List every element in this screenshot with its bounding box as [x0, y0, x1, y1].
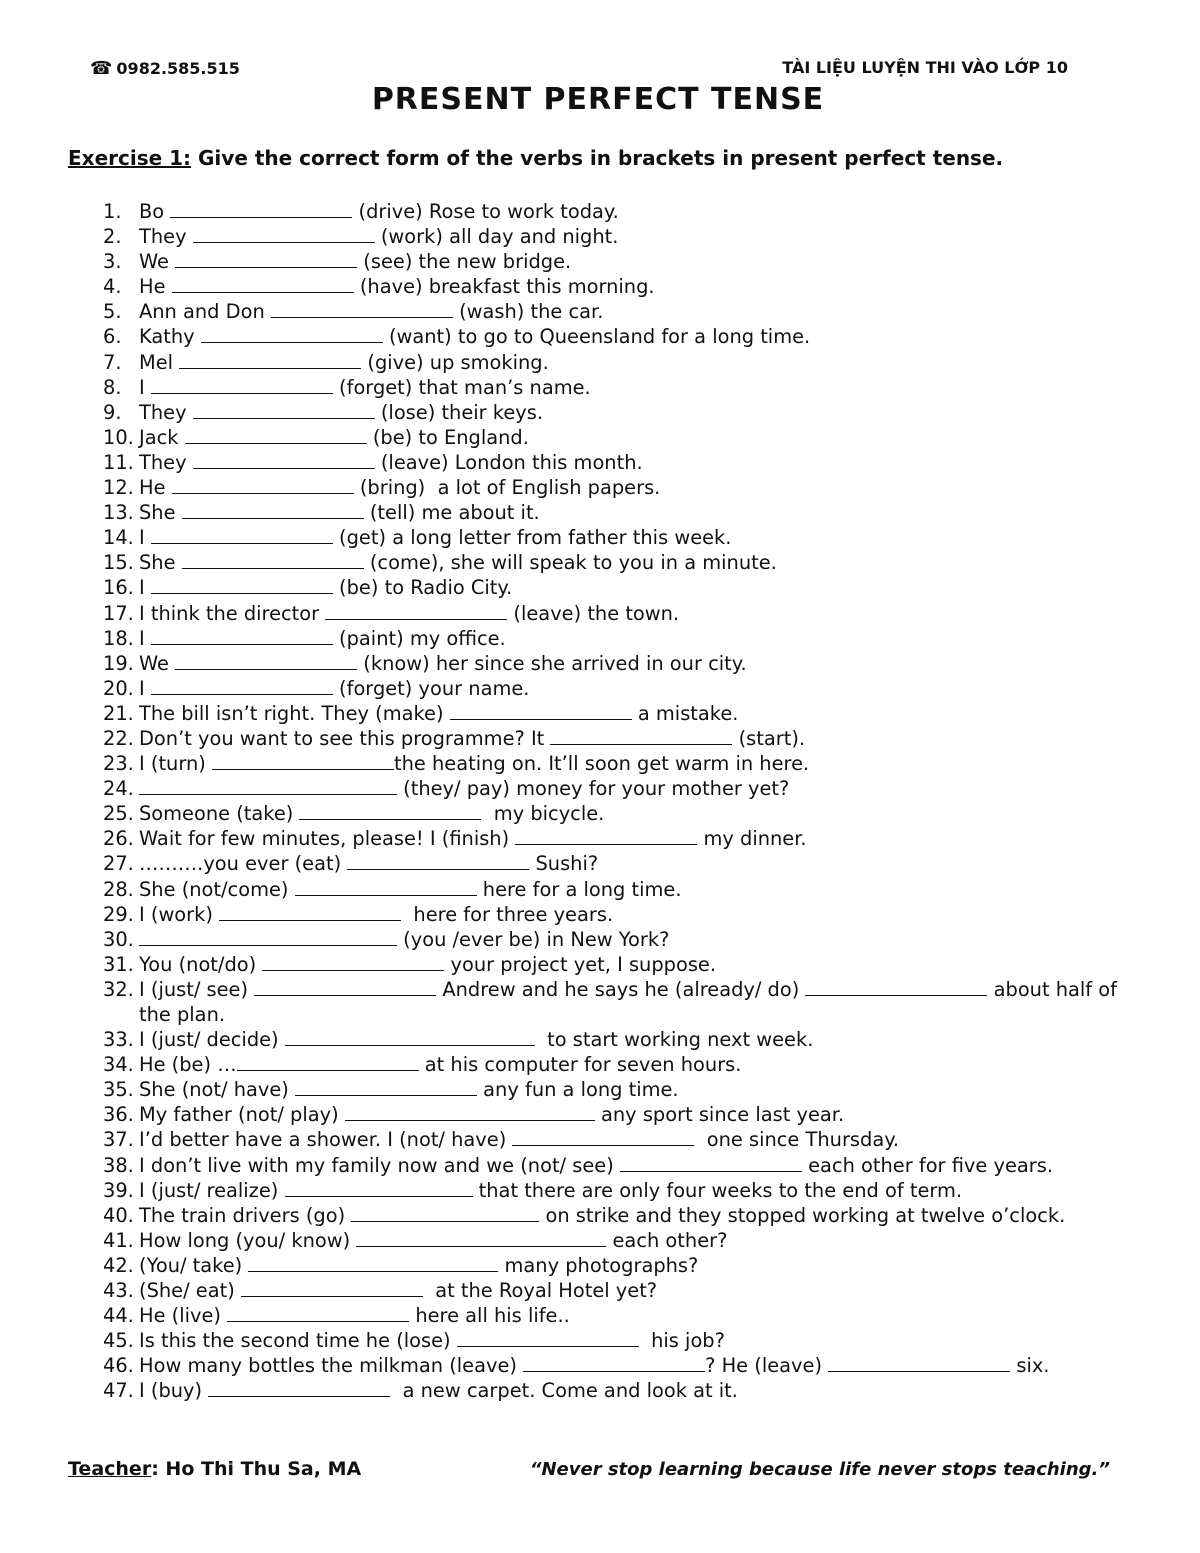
item-text: my bicycle.	[481, 802, 605, 826]
item-number: 9.	[103, 400, 122, 424]
item-text: I	[139, 375, 151, 399]
answer-blank[interactable]	[241, 1279, 423, 1297]
item-number: 31.	[103, 952, 134, 976]
answer-blank[interactable]	[212, 752, 394, 770]
item-text: to start working next week.	[534, 1028, 814, 1052]
answer-blank[interactable]	[828, 1354, 1010, 1372]
exercise-item	[103, 952, 1133, 977]
exercise-item	[103, 601, 1133, 626]
item-text: I	[139, 526, 151, 550]
item-text: about half of the plan.	[139, 977, 1124, 1026]
item-number: 34.	[103, 1053, 134, 1077]
item-text: Someone (take)	[139, 802, 300, 826]
answer-blank[interactable]	[450, 702, 632, 720]
answer-blank[interactable]	[219, 903, 401, 921]
item-number: 39.	[103, 1178, 134, 1202]
item-number: 18.	[103, 626, 134, 650]
item-text: I’d better have a shower. I (not/ have)	[139, 1128, 513, 1152]
item-number: 46.	[103, 1354, 134, 1378]
answer-blank[interactable]	[356, 1229, 606, 1247]
item-text: The train drivers (go)	[139, 1203, 352, 1227]
item-number: 43.	[103, 1279, 134, 1303]
exercise-item	[103, 575, 1133, 600]
exercise-item	[103, 1228, 1133, 1253]
item-text: (wash) the car.	[452, 300, 604, 324]
item-text: They	[139, 225, 193, 249]
item-number: 32.	[103, 977, 134, 1001]
exercise-item	[103, 826, 1133, 851]
exercise-item	[103, 525, 1133, 550]
exercise-item	[103, 1378, 1133, 1403]
answer-blank[interactable]	[523, 1354, 705, 1372]
answer-blank[interactable]	[201, 325, 383, 343]
exercise-item	[103, 626, 1133, 651]
item-text: (lose) their keys.	[374, 400, 543, 424]
exercise-item	[103, 1153, 1133, 1178]
answer-blank[interactable]	[620, 1154, 802, 1172]
item-text: (be) to Radio City.	[332, 576, 513, 600]
item-text: any fun a long time.	[477, 1078, 679, 1102]
item-text: I (work)	[139, 902, 220, 926]
item-number: 16.	[103, 576, 134, 600]
exercise-item	[103, 450, 1133, 475]
item-text: I	[139, 626, 151, 650]
teacher-name: Ho Thi Thu Sa, MA	[158, 1458, 362, 1480]
item-text: (come), she will speak to you in a minute.	[363, 551, 777, 575]
item-number: 17.	[103, 601, 134, 625]
item-number: 5.	[103, 300, 122, 324]
item-text: any sport since last year.	[594, 1103, 845, 1127]
item-text: that there are only four weeks to the end of term.	[472, 1178, 963, 1202]
item-text: Bo	[139, 200, 171, 223]
answer-blank[interactable]	[193, 225, 375, 243]
item-number: 27.	[103, 852, 134, 876]
item-text: Don’t you want to see this programme? It	[139, 726, 551, 750]
item-number: 15.	[103, 551, 134, 575]
item-text: You (not/do)	[139, 952, 263, 976]
item-number: 38.	[103, 1153, 134, 1177]
item-text: Jack	[139, 425, 185, 449]
item-text: (forget) that man’s name.	[332, 375, 591, 399]
item-text: (they/ pay) money for your mother yet?	[397, 777, 790, 801]
item-text: I think the director	[139, 601, 326, 625]
item-text: at his computer for seven hours.	[418, 1053, 742, 1077]
exercise-item	[103, 299, 1133, 324]
item-number: 29.	[103, 902, 134, 926]
item-text: She (not/come)	[139, 877, 295, 901]
answer-blank[interactable]	[151, 526, 333, 544]
answer-blank[interactable]	[227, 1304, 409, 1322]
answer-blank[interactable]	[182, 551, 364, 569]
item-text: (get) a long letter from father this week.	[332, 526, 732, 550]
answer-blank[interactable]	[295, 1078, 477, 1096]
exercise-item	[103, 425, 1133, 450]
exercise-item	[103, 1178, 1133, 1203]
item-number: 10.	[103, 425, 134, 449]
item-text: They	[139, 400, 193, 424]
answer-blank[interactable]	[345, 1103, 595, 1121]
item-text: (see) the new bridge.	[357, 250, 572, 274]
exercise-item	[103, 977, 1133, 1027]
item-text: ……….you ever (eat)	[139, 852, 348, 876]
item-text: ? He (leave)	[705, 1354, 829, 1378]
exercise-item	[103, 1102, 1133, 1127]
item-number: 12.	[103, 476, 134, 500]
telephone-icon: ☎	[90, 58, 113, 79]
answer-blank[interactable]	[262, 953, 444, 971]
answer-blank[interactable]	[172, 275, 354, 293]
item-number: 44.	[103, 1304, 134, 1328]
exercise-item	[103, 851, 1133, 876]
answer-blank[interactable]	[285, 1179, 473, 1197]
exercise-item	[103, 475, 1133, 500]
exercise-label: Exercise 1:	[68, 146, 192, 170]
exercise-item	[103, 375, 1133, 400]
answer-blank[interactable]	[151, 677, 333, 695]
item-number: 35.	[103, 1078, 134, 1102]
item-text: I (just/ realize)	[139, 1178, 285, 1202]
answer-blank[interactable]	[182, 501, 364, 519]
item-text: He (live)	[139, 1304, 228, 1328]
item-text: They	[139, 450, 193, 474]
exercise-item	[103, 1328, 1133, 1353]
item-number: 37.	[103, 1128, 134, 1152]
item-number: 13.	[103, 501, 134, 525]
exercise-item	[103, 1353, 1133, 1378]
item-number: 36.	[103, 1103, 134, 1127]
item-number: 19.	[103, 651, 134, 675]
exercise-list	[103, 199, 1133, 1404]
item-text: here all his life..	[409, 1304, 570, 1328]
answer-blank[interactable]	[193, 401, 375, 419]
answer-blank[interactable]	[299, 802, 481, 820]
item-text: a mistake.	[631, 701, 739, 725]
answer-blank[interactable]	[805, 978, 987, 996]
item-text: (start).	[732, 726, 806, 750]
page-title: PRESENT PERFECT TENSE	[371, 82, 825, 117]
exercise-item	[103, 877, 1133, 902]
exercise-item	[103, 801, 1133, 826]
answer-blank[interactable]	[237, 1053, 419, 1071]
item-text: Sushi?	[529, 852, 599, 876]
exercise-item	[103, 249, 1133, 274]
item-text: (She/ eat)	[139, 1279, 241, 1303]
exercise-item	[103, 1303, 1133, 1328]
answer-blank[interactable]	[271, 300, 453, 318]
exercise-item	[103, 927, 1133, 952]
item-text: My father (not/ play)	[139, 1103, 345, 1127]
exercise-item	[103, 1052, 1133, 1077]
answer-blank[interactable]	[151, 576, 333, 594]
answer-blank[interactable]	[151, 627, 333, 645]
item-text: on strike and they stopped working at twelve o’clock.	[539, 1203, 1066, 1227]
exercise-item	[103, 751, 1133, 776]
item-text: (want) to go to Queensland for a long time.	[382, 325, 811, 349]
exercise-heading	[68, 146, 1003, 170]
item-text: my dinner.	[697, 827, 807, 851]
teacher-credit: Teacher: Ho Thi Thu Sa, MA	[68, 1458, 362, 1480]
exercise-item	[103, 224, 1133, 249]
item-text: here for three years.	[401, 902, 614, 926]
item-number: 1.	[103, 200, 122, 223]
answer-blank[interactable]	[351, 1204, 539, 1222]
item-text: Ann and Don	[139, 300, 271, 324]
item-text: I (just/ decide)	[139, 1028, 285, 1052]
page-footer	[68, 1458, 1110, 1484]
item-text: How many bottles the milkman (leave)	[139, 1354, 524, 1378]
item-text: How long (you/ know)	[139, 1228, 357, 1252]
item-text: here for a long time.	[476, 877, 682, 901]
item-number: 47.	[103, 1379, 134, 1403]
item-number: 24.	[103, 777, 134, 801]
answer-blank[interactable]	[151, 376, 333, 394]
item-text: (You/ take)	[139, 1253, 249, 1277]
item-text: six.	[1010, 1354, 1050, 1378]
answer-blank[interactable]	[285, 1028, 535, 1046]
item-text: She	[139, 501, 182, 525]
answer-blank[interactable]	[170, 200, 352, 218]
item-text: each other for five years.	[801, 1153, 1053, 1177]
item-number: 2.	[103, 225, 122, 249]
item-number: 14.	[103, 526, 134, 550]
item-number: 8.	[103, 375, 122, 399]
exercise-item	[103, 1077, 1133, 1102]
item-number: 3.	[103, 250, 122, 274]
teacher-label: Teacher	[68, 1458, 152, 1480]
item-text: She (not/ have)	[139, 1078, 296, 1102]
answer-blank[interactable]	[185, 426, 367, 444]
exercise-item	[103, 199, 1133, 224]
exercise-item	[103, 902, 1133, 927]
exercise-item	[103, 726, 1133, 751]
exercise-item	[103, 1203, 1133, 1228]
item-number: 41.	[103, 1228, 134, 1252]
exercise-item	[103, 350, 1133, 375]
exercise-item	[103, 1127, 1133, 1152]
exercise-item	[103, 701, 1133, 726]
item-text: (forget) your name.	[332, 676, 530, 700]
item-text: a new carpet. Come and look at it.	[390, 1379, 738, 1403]
item-text: The bill isn’t right. They (make)	[139, 701, 450, 725]
answer-blank[interactable]	[139, 928, 397, 946]
item-text: I (just/ see)	[139, 977, 255, 1001]
item-text: He	[139, 275, 172, 299]
answer-blank[interactable]	[254, 978, 436, 996]
item-text: (paint) my office.	[332, 626, 506, 650]
item-text: (tell) me about it.	[363, 501, 540, 525]
exercise-item	[103, 1278, 1133, 1303]
exercise-item	[103, 550, 1133, 575]
item-number: 23.	[103, 752, 134, 776]
exercise-item	[103, 324, 1133, 349]
answer-blank[interactable]	[347, 852, 529, 870]
item-text: Kathy	[139, 325, 201, 349]
item-text: I don’t live with my family now and we (not/ see)	[139, 1153, 620, 1177]
item-number: 21.	[103, 701, 134, 725]
item-number: 40.	[103, 1203, 134, 1227]
answer-blank[interactable]	[179, 351, 361, 369]
answer-blank[interactable]	[515, 827, 697, 845]
item-text: I	[139, 576, 151, 600]
item-text: (leave) London this month.	[374, 450, 643, 474]
item-text: I	[139, 676, 151, 700]
item-number: 6.	[103, 325, 122, 349]
exercise-item	[103, 1253, 1133, 1278]
item-text: She	[139, 551, 182, 575]
item-number: 30.	[103, 927, 134, 951]
header-subtitle: TÀI LIỆU LUYỆN THI VÀO LỚP 10	[782, 58, 1068, 77]
page-header	[90, 58, 1068, 82]
item-text: (give) up smoking.	[361, 350, 549, 374]
footer-quote: “Never stop learning because life never stops teaching.”	[529, 1459, 1110, 1480]
answer-blank[interactable]	[295, 878, 477, 896]
item-number: 11.	[103, 450, 134, 474]
answer-blank[interactable]	[550, 727, 732, 745]
item-text: Mel	[139, 350, 180, 374]
item-text: (work) all day and night.	[374, 225, 619, 249]
answer-blank[interactable]	[208, 1379, 390, 1397]
answer-blank[interactable]	[175, 250, 357, 268]
answer-blank[interactable]	[172, 476, 354, 494]
item-text: He	[139, 476, 172, 500]
item-text: I (buy)	[139, 1379, 209, 1403]
item-text: (bring) a lot of English papers.	[353, 476, 661, 500]
exercise-instruction: Give the correct form of the verbs in brackets in present perfect tense.	[198, 146, 1004, 170]
item-text: (know) her since she arrived in our city.	[357, 651, 747, 675]
item-text: each other?	[606, 1228, 728, 1252]
item-text: Is this the second time he (lose)	[139, 1329, 457, 1353]
item-text: We	[139, 651, 176, 675]
exercise-item	[103, 274, 1133, 299]
item-text: He (be) …	[139, 1053, 237, 1077]
item-number: 25.	[103, 802, 134, 826]
item-number: 28.	[103, 877, 134, 901]
item-text: (drive) Rose to work today.	[352, 200, 619, 223]
item-number: 42.	[103, 1253, 134, 1277]
item-number: 33.	[103, 1028, 134, 1052]
exercise-item	[103, 776, 1133, 801]
answer-blank[interactable]	[512, 1128, 694, 1146]
item-text: Andrew and he says he (already/ do)	[436, 977, 806, 1001]
item-text: (leave) the town.	[507, 601, 680, 625]
item-text: (be) to England.	[366, 425, 529, 449]
item-number: 22.	[103, 726, 134, 750]
item-text: at the Royal Hotel yet?	[422, 1279, 658, 1303]
exercise-item	[103, 1027, 1133, 1052]
answer-blank[interactable]	[248, 1254, 498, 1272]
phone-number: ☎ 0982.585.515	[90, 58, 240, 79]
exercise-item	[103, 651, 1133, 676]
item-text: many photographs?	[498, 1253, 699, 1277]
item-text: one since Thursday.	[694, 1128, 900, 1152]
item-text: his job?	[638, 1329, 725, 1353]
item-text: the heating on. It’ll soon get warm in here.	[394, 752, 810, 776]
answer-blank[interactable]	[193, 451, 375, 469]
answer-blank[interactable]	[325, 602, 507, 620]
answer-blank[interactable]	[139, 777, 397, 795]
item-text: Wait for few minutes, please! I (finish)	[139, 827, 516, 851]
answer-blank[interactable]	[457, 1329, 639, 1347]
item-text: (have) breakfast this morning.	[353, 275, 655, 299]
item-text: (you /ever be) in New York?	[397, 927, 670, 951]
exercise-item	[103, 400, 1133, 425]
item-text: your project yet, I suppose.	[444, 952, 717, 976]
answer-blank[interactable]	[175, 652, 357, 670]
item-number: 4.	[103, 275, 122, 299]
exercise-item	[103, 676, 1133, 701]
item-number: 45.	[103, 1329, 134, 1353]
item-number: 26.	[103, 827, 134, 851]
item-text: We	[139, 250, 176, 274]
exercise-item	[103, 500, 1133, 525]
item-text: I (turn)	[139, 752, 212, 776]
item-number: 7.	[103, 350, 122, 374]
item-number: 20.	[103, 676, 134, 700]
